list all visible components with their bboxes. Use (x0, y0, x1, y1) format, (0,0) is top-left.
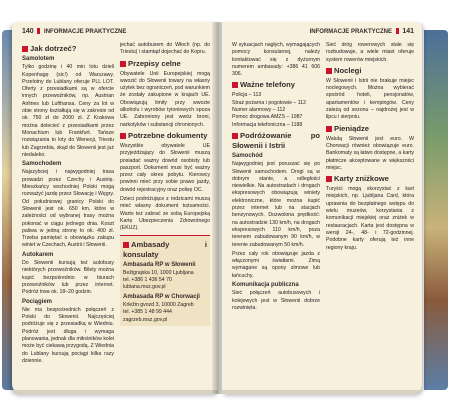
right-page (222, 22, 422, 394)
heading-podrozowanie: Podróżowanie po Słowenii i Istrii (232, 130, 320, 150)
embassy-address: Bežigrajska 10, 1000 Ljubljana (123, 269, 194, 276)
embassy-website: zagrzeb.msz.gov.pl (123, 316, 168, 323)
left-column-1 (22, 42, 114, 367)
heading-marker-icon (326, 176, 332, 182)
cover-edge-right (424, 30, 448, 390)
heading-ambasady: Ambasady i konsulaty (123, 239, 207, 259)
subheading-pociagiem: Pociągiem (22, 298, 53, 305)
paragraph: Najwygodniej jest poruszać się po Słowenii samochodem. Drogi są w dobrym stanie, a odległości niewielkie. Na autostradach i drogach ekspresowych obowiązują winiety elektroniczne, które można kupić przez internet lub na stacjach benzynowych. Dozwolona prędkość: na autostradzie 130 km/h, na drogach ekspresowych 110 km/h, poza terenem zabudowanym 90 km/h, w terenie zabudowanym 50 km/h. (232, 161, 320, 248)
heading-marker-icon (120, 133, 126, 139)
right-page-header (310, 28, 414, 35)
paragraph: Walutą Słowenii jest euro. W Chorwacji również obowiązuje euro. Bankomaty są łatwo dostępne, a karty płatnicze akceptowane w większości miejsc. (326, 135, 414, 171)
page-shadow (12, 390, 218, 394)
header-marker (396, 28, 399, 34)
header-marker (37, 28, 40, 34)
heading-marker-icon (232, 133, 238, 139)
section-title: INFORMACJE PRAKTYCZNE (44, 29, 127, 35)
embassy-phone: tel. +385 1 48 99 444 (123, 309, 172, 316)
right-column-1 (232, 42, 320, 314)
heading-potrzebne-dokumenty: Potrzebne dokumenty (120, 131, 210, 141)
embassy-title: Ambasada RP w Słowenii (123, 261, 196, 268)
heading-marker-icon (22, 46, 28, 52)
paragraph: Dzieci podróżujące z rodzicami muszą mieć własny dokument tożsamości. Warto też zabrać ze sobą Europejską Kartę Ubezpieczenia Zdrowotnego (EKUZ). (120, 196, 210, 232)
embassy-phone: tel. +386 1 436 54 70 (123, 277, 172, 284)
paragraph: Turyści mogą skorzystać z kart miejskich, np. Ljubljana Card, która uprawnia do bezpłatnego wstępu do wielu muzeów, korzystania z komunikacji miejskiej oraz zniżek w restauracjach. Karta jest dostępna w wersji 24-, 48- i 72-godzinnej. Podobne karty oferują też inne regiony kraju. (326, 186, 414, 251)
heading-marker-icon (326, 68, 332, 74)
heading-jak-dotrzec: Jak dotrzeć? (22, 44, 114, 54)
left-page-header (22, 28, 126, 35)
left-page (12, 22, 218, 394)
paragraph: jechać autobusem do Włoch (np. do Triestu) i stamtąd dojechać do Kopru. (120, 42, 210, 56)
phone-line: Pomoc drogowa AMZS – 1987 (232, 114, 303, 121)
phone-line: Policja – 113 (232, 92, 262, 99)
subheading-samochodem: Samochodem (22, 161, 62, 168)
paragraph: Nie ma bezpośrednich połączeń z Polski do Słowenii. Najczęściej podróżuje się z przesiadką w Wiedniu. Podróż jest długa i wymaga planowania, jednak dla miłośników kolei może być ciekawą przygodą. Z Wiednia do Lublany kursują pociągi kilka razy dziennie. (22, 306, 114, 364)
phone-line: Informacja telefoniczna – 1188 (232, 121, 303, 128)
heading-marker-icon (232, 82, 238, 88)
subheading-autokarem: Autokarem (22, 251, 54, 258)
heading-pieniadze: Pieniądze (326, 124, 414, 134)
embassy-box (120, 235, 210, 326)
paragraph: Sieć połączeń autobusowych i kolejowych jest w Słowenii dobrze rozwinięta. (232, 290, 320, 311)
paragraph: W sytuacjach nagłych, wymagających pomocy konsularnej, należy kontaktować się z dyżurnym numerem ambasady: +386 41 606 306. (232, 42, 320, 78)
paragraph: Wszystkie obywatele UE przyjeżdżający do Słowenii muszą posiadać ważny dowód osobisty lub paszport. Dokument musi być ważny przez cały okres pobytu. Kierowcy powinni mieć przy sobie prawo jazdy, dowód rejestracyjny oraz polisę OC. (120, 142, 210, 193)
left-column-2 (120, 42, 210, 326)
heading-karty-znizkowe: Karty zniżkowe (326, 174, 414, 184)
heading-marker-icon (326, 126, 332, 132)
paragraph: Sieć dróg rowerowych stale się rozbudowuje, a wiele miast oferuje system rowerów miejskich. (326, 42, 414, 63)
heading-marker-icon (120, 61, 126, 67)
paragraph: Tylko godzinę i 40 min lotu dzieli Kopenhagę (sic!) od Warszawy. Przelotny do Lublany oferuje PLL LOT. Oferty z przesiadkami są w ofercie innych przewoźników, np. Austrian Airlines lub Lufthansa. Ceny za lot w obie strony kształtują się w zakresie od ok. 750 zł do 2000 zł. Z Krakowa można dolecieć z przesiadkami przez Monachium lub Frankfurt. Tańsze rozwiązania to loty do Wenecji, Triestu lub Zagrzebia, skąd do Słowenii jest już niedaleko. (22, 64, 114, 158)
paragraph: Do Słowenii kursują też autobusy niektórych przewoźników. Bilety można kupić bezpośrednio w biurach przewoźników lub przez internet. Podróż trwa ok. 18–20 godzin. (22, 260, 114, 296)
right-column-2 (326, 42, 414, 254)
heading-przepisy-celne: Przepisy celne (120, 59, 210, 69)
subheading-samolotem: Samolotem (22, 56, 55, 62)
page-number: 141 (402, 28, 414, 35)
paragraph: Obywatele Unii Europejskiej mogą wwozić do Słowenii towary na własny użytek bez ograniczeń, pod warunkiem że zostały zakupione w krajach UE. Obowiązują limity przy wwozie alkoholu i wyrobów tytoniowych spoza UE. Zabroniony jest wwóz broni, narkotyków i substancji chronionych. (120, 70, 210, 128)
heading-wazne-telefony: Ważne telefony (232, 80, 320, 90)
heading-noclegi: Noclegi (326, 66, 414, 76)
embassy-website: lublana.msz.gov.pl (123, 284, 166, 291)
paragraph: W Słowenii i Istrii nie brakuje miejsc noclegowych. Można wybierać spośród hoteli, pensjonatów, apartamentów i kempingów. Ceny zależą od sezonu – najdrożej jest w lipcu i sierpniu. (326, 77, 414, 121)
subheading-samochod: Samochód (232, 152, 263, 159)
page-number: 140 (22, 28, 34, 35)
phone-line: Straż pożarna i pogotowie – 112 (232, 99, 307, 106)
subheading-komunikacja: Komunikacja publiczna (232, 282, 299, 289)
embassy-address: Krležin gvozd 3, 10000 Zagreb (123, 302, 194, 309)
paragraph: Najszybciej i najwygodniej trasa prowadzi przez Czechy i Austrię. Mieszkańcy wschodniej Polski mogą rozważyć jazdę przez Słowację i Węgry. Od południowej granicy Polski do Słowenii jest ok. 650 km, które w zależności od wybranej trasy można pokonać w ciągu jednego dnia. Koszt paliwa w jedną stronę to ok. 400 zł. Trzeba pamiętać o obowiązku zakupu winiet w Czechach, Austrii i Słowenii. (22, 169, 114, 249)
section-title: INFORMACJE PRAKTYCZNE (309, 29, 392, 35)
embassy-title: Ambasada RP w Chorwacji (123, 293, 200, 300)
heading-marker-icon (123, 242, 129, 248)
paragraph: Przez cały rok obowiązuje jazda z włączonymi światłami. Zimą wymagane są opony zimowe lub łańcuchy. (232, 250, 320, 279)
page-shadow (222, 390, 422, 394)
phone-line: Numer alarmowy – 112 (232, 107, 286, 114)
